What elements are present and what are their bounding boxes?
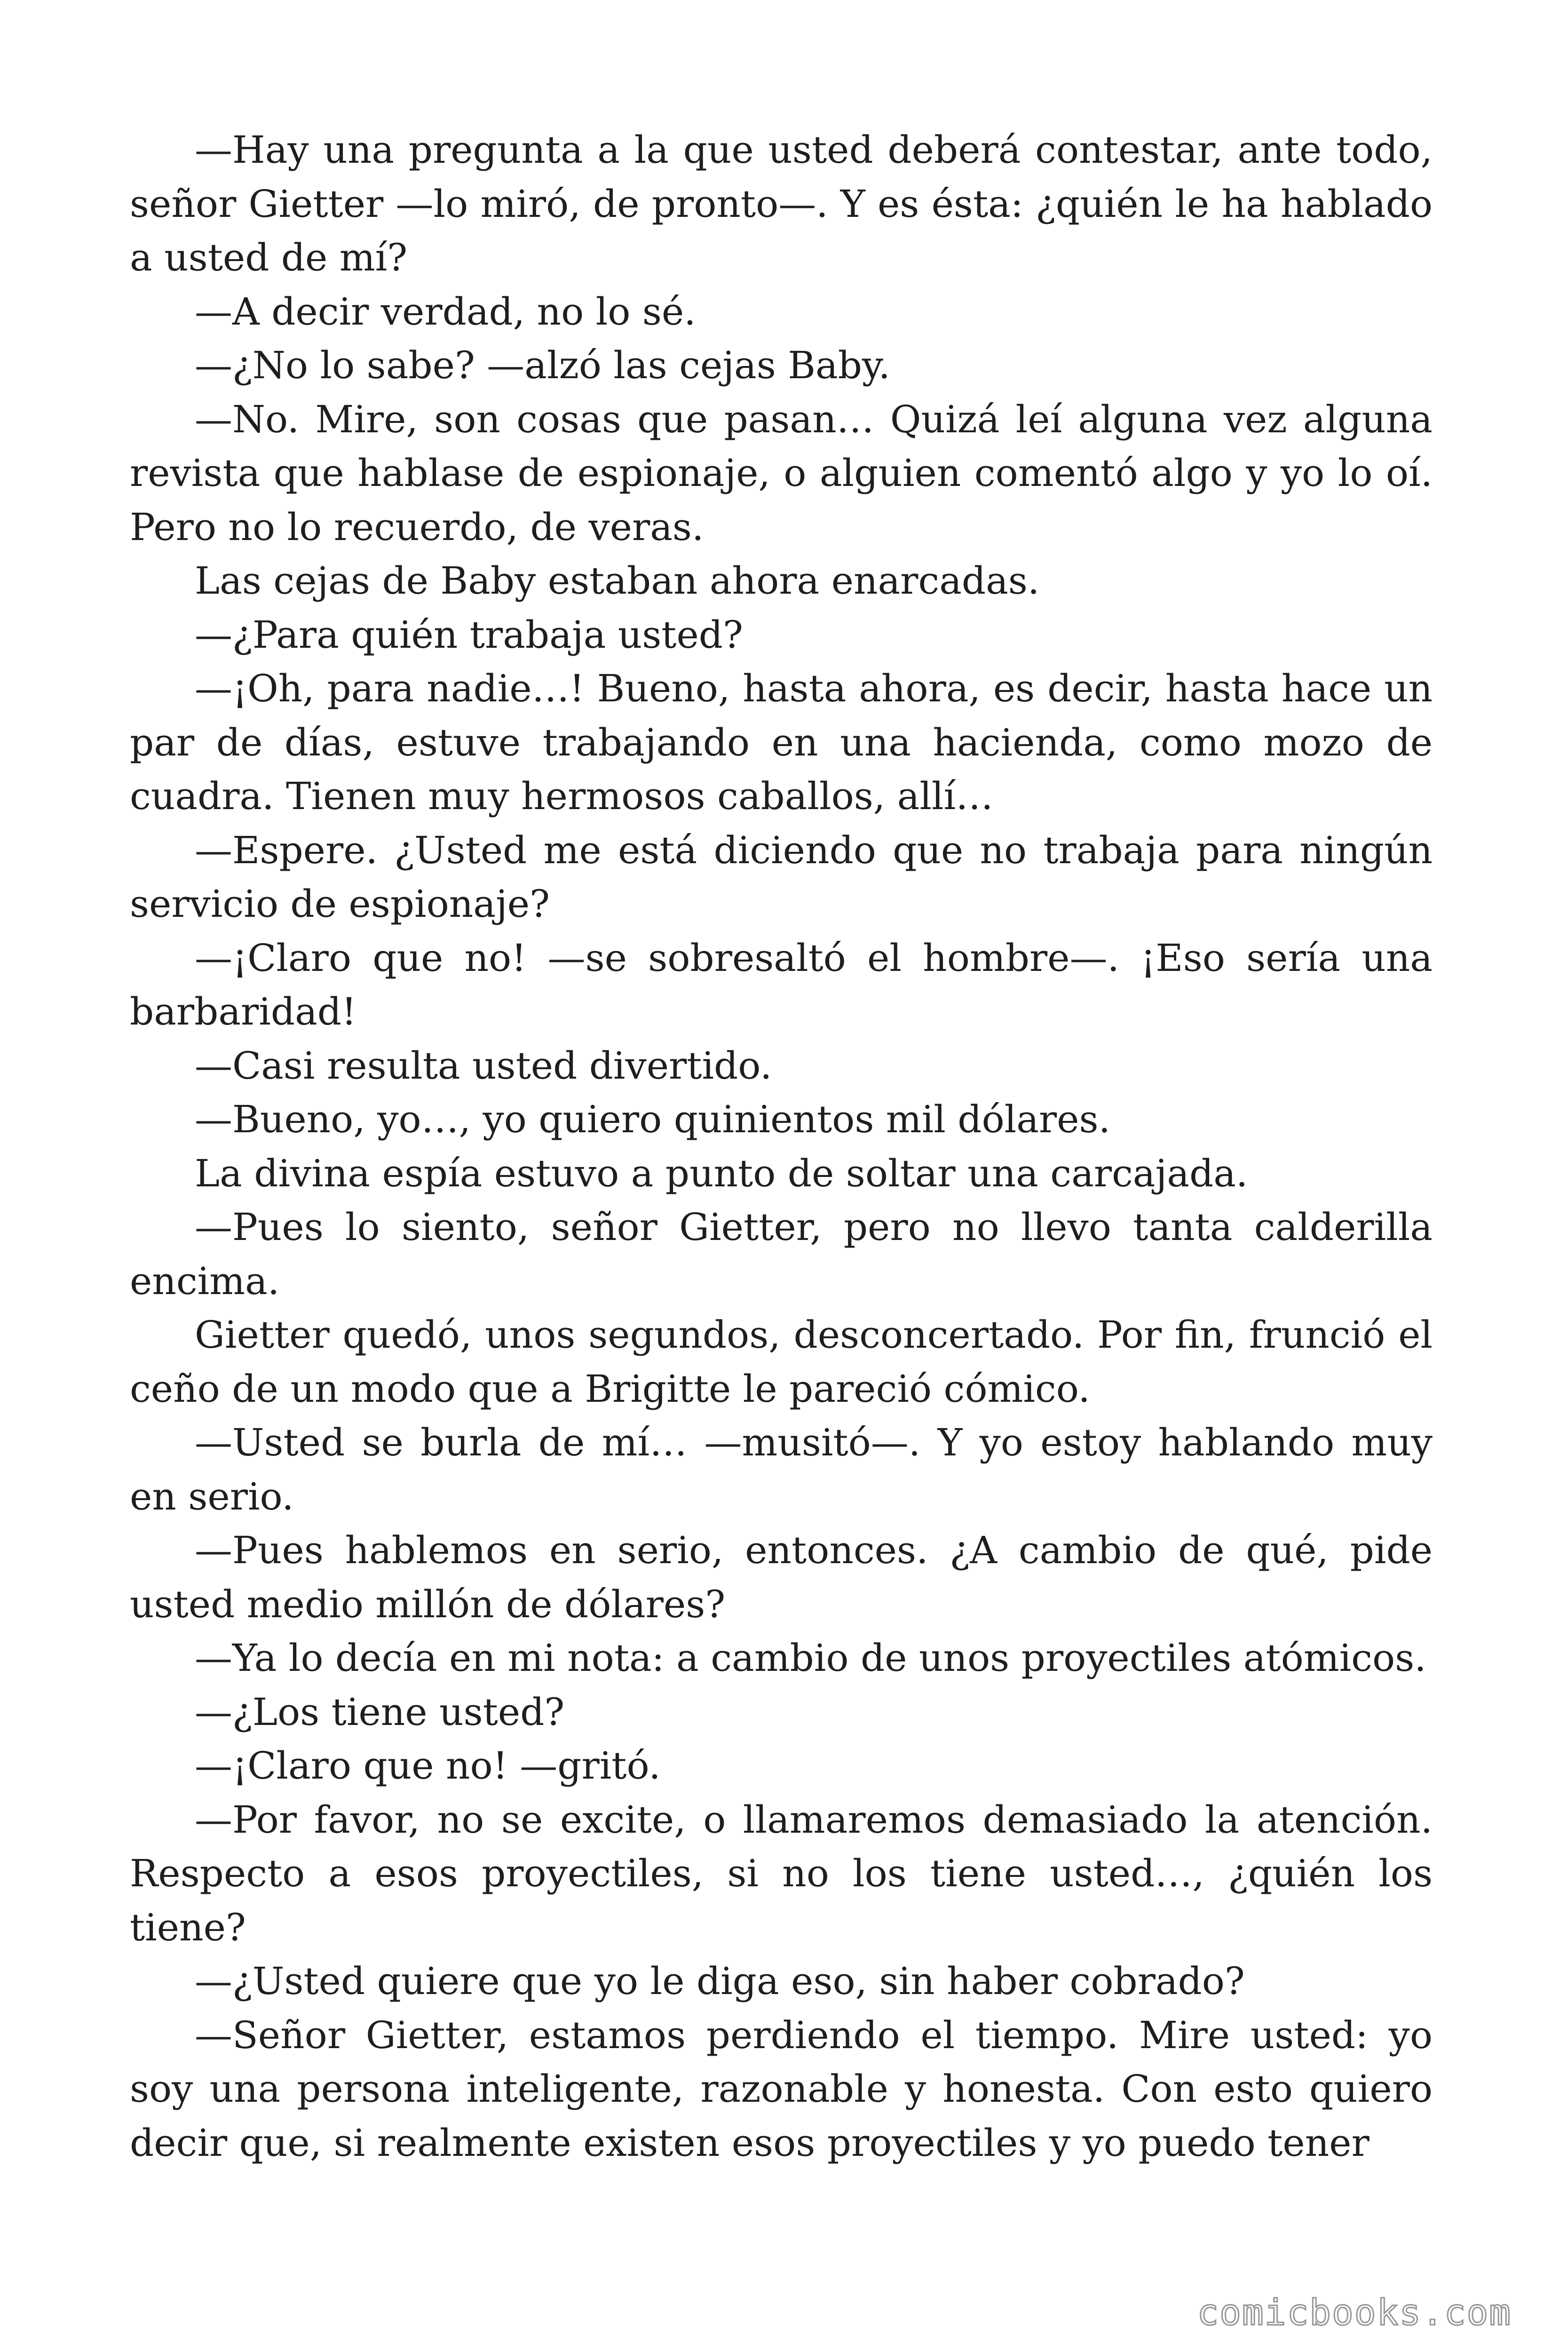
paragraph: La divina espía estuvo a punto de soltar una carcajada. (195, 1151, 1248, 1195)
paragraph: —¡Claro que no! —gritó. (195, 1744, 661, 1788)
paragraph: —¿No lo sabe? —alzó las cejas Baby. (195, 343, 890, 387)
paragraph: —No. Mire, son cosas que pasan… Quizá leí alguna vez alguna revista que hablase de espionaje, o alguien comentó algo y yo lo oí. Pero no lo recuerdo, de veras. (130, 397, 1433, 549)
paragraph: —A decir verdad, no lo sé. (195, 289, 696, 334)
paragraph: —Pues hablemos en serio, entonces. ¿A cambio de qué, pide usted medio millón de dólares? (130, 1528, 1433, 1626)
paragraph: —Espere. ¿Usted me está diciendo que no trabaja para ningún servicio de espionaje? (130, 828, 1433, 926)
paragraph: —¡Claro que no! —se sobresaltó el hombre—. ¡Eso sería una barbaridad! (130, 936, 1433, 1033)
paragraph: Gietter quedó, unos segundos, desconcertado. Por fin, frunció el ceño de un modo que a Brigitte le pareció cómico. (130, 1313, 1433, 1411)
paragraph: —¿Usted quiere que yo le diga eso, sin haber cobrado? (195, 1959, 1245, 2003)
paragraph: —¿Para quién trabaja usted? (195, 612, 743, 657)
paragraph: —Casi resulta usted divertido. (195, 1043, 772, 1088)
paragraph: —¡Oh, para nadie…! Bueno, hasta ahora, es decir, hasta hace un par de días, estuve trabajando en una hacienda, como mozo de cuadra. Tienen muy hermosos caballos, allí… (130, 667, 1433, 818)
paragraph: —Pues lo siento, señor Gietter, pero no llevo tanta calderilla encima. (130, 1205, 1433, 1303)
paragraph: —Ya lo decía en mi nota: a cambio de unos proyectiles atómicos. (195, 1636, 1426, 1680)
paragraph: —Por favor, no se excite, o llamaremos demasiado la atención. Respecto a esos proyectiles, si no los tiene usted…, ¿quién los tiene? (130, 1797, 1433, 1949)
paragraph: —Bueno, yo…, yo quiero quinientos mil dólares. (195, 1097, 1110, 1141)
paragraph: Las cejas de Baby estaban ahora enarcadas. (195, 559, 1040, 603)
paragraph: —¿Los tiene usted? (195, 1690, 565, 1734)
paragraph: —Hay una pregunta a la que usted deberá contestar, ante todo, señor Gietter —lo miró, de pronto—. Y es ésta: ¿quién le ha hablado a usted de mí? (130, 128, 1433, 279)
watermark: comicbooks.com (1197, 2291, 1512, 2333)
paragraph: —Señor Gietter, estamos perdiendo el tiempo. Mire usted: yo soy una persona inteligente, razonable y honesta. Con esto quiero decir que, si realmente existen esos proyectiles y yo puedo tener (130, 2013, 1433, 2165)
paragraph: —Usted se burla de mí… —musitó—. Y yo estoy hablando muy en serio. (130, 1421, 1433, 1518)
page-body-text (130, 123, 1433, 2170)
